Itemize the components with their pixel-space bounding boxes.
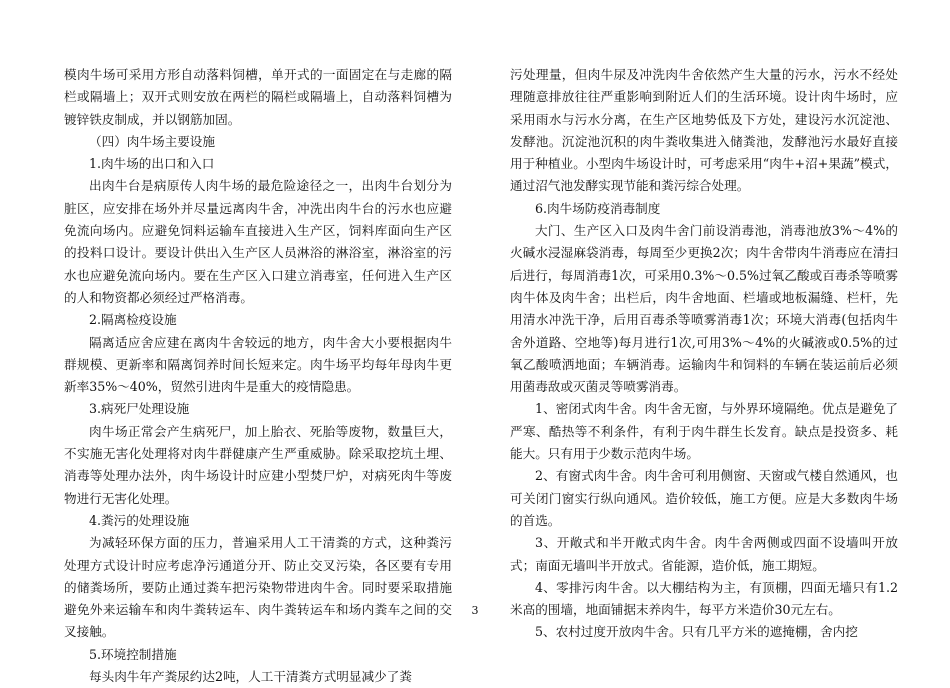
section-heading: 5.环境控制措施 [89, 646, 177, 662]
page-number: 3 [471, 604, 479, 617]
section-heading: 4.粪污的处理设施 [89, 512, 190, 528]
section-heading: 6.肉牛场防疫消毒制度 [535, 200, 661, 216]
paragraph: 1、密闭式肉牛舍。肉牛舍无窗，与外界环境隔绝。优点是避免了严寒、酷热等不利条件，有利于肉牛群生长发育。缺点是投资多、耗能大。只有用于少数示范肉牛场。 [510, 401, 898, 462]
paragraph: 3、开敞式和半开敞式肉牛舍。肉牛舍两侧或四面不设墙叫开放式；南面无墙叫半开放式。省能源，造价低，施工期短。 [510, 535, 898, 573]
paragraph: 每头肉牛年产粪尿约达2吨，人工干清粪方式明显减少了粪 [89, 669, 412, 685]
paragraph: 隔离适应舍应建在离肉牛舍较远的地方，肉牛舍大小要根据肉牛群规模、更新率和隔离饲养时间长短来定。肉牛场平均每年母肉牛更新率35%～40%，贸然引进肉牛是重大的疫情隐患。 [64, 334, 452, 395]
section-heading: 1.肉牛场的出口和入口 [89, 156, 215, 172]
paragraph: 模肉牛场可采用方形自动落料饲槽，单开式的一面固定在与走廊的隔栏或隔墙上；双开式则安放在两栏的隔栏或隔墙上，自动落料饲槽为镀锌铁皮制成，并以钢筋加固。 [64, 67, 452, 127]
paragraph: 4、零排污肉牛舍。以大棚结构为主，有顶棚，四面无墙只有1.2米高的围墙，地面铺据末养肉牛，每平方米造价30元左右。 [510, 579, 898, 618]
section-heading: 2.隔离检疫设施 [89, 312, 177, 328]
section-heading: 3.病死尸处理设施 [89, 401, 190, 417]
right-column [510, 64, 898, 644]
paragraph: 大门、生产区入口及肉牛舍门前设消毒池，消毒池放3%～4%的火碱水浸湿麻袋消毒，每周至少更换2次；肉牛舍带肉牛消毒应在清扫后进行，每周消毒1次，可采用0.3%～0.5%过氧乙酸或百毒杀等喷雾肉牛体及肉牛舍；出栏后，肉牛舍地面、栏墙或地板漏缝、栏杆，先用清水冲洗干净，后用百毒杀等喷雾消毒1次；环境大消毒(包括肉牛舍外道路、空地等)每月进行1次,可用3%～4%的火碱液或0.5%的过氧乙酸喷洒地面；车辆消毒。运输肉牛和饲料的车辆在装运前后必须用菌毒敌或灭菌灵等喷雾消毒。 [510, 223, 898, 395]
paragraph: 5、农村过度开放肉牛舍。只有几平方米的遮掩棚，舍内挖 [535, 624, 858, 640]
paragraph: 2、有窗式肉牛舍。肉牛舍可利用侧窗、天窗或气楼自然通风，也可关闭门窗实行纵向通风。造价较低，施工方便。应是大多数肉牛场的首选。 [510, 468, 898, 528]
paragraph: 肉牛场正常会产生病死尸，加上胎衣、死胎等废物，数量巨大，不实施无害化处理将对肉牛群健康产生严重威胁。除采取挖坑土埋、消毒等处理办法外，肉牛场设计时应建小型焚尸炉，对病死肉牛等废物进行无害化处理。 [64, 423, 452, 506]
paragraph: 出肉牛台是病原传人肉牛场的最危险途径之一，出肉牛台划分为脏区，应安排在场外并尽量远离肉牛舍，冲洗出肉牛台的污水也应避免流向场内。应避免饲料运输车直接进入生产区，饲料库面向生产区的投料口设计。要设计供出入生产区人员淋浴的淋浴室，淋浴室的污水也应避免流向场内。要在生产区入口建立消毒室，任何进入生产区的人和物资都必须经过严格消毒。 [64, 178, 452, 305]
section-heading: （四）肉牛场主要设施 [89, 133, 215, 149]
paragraph: 污处理量，但肉牛尿及冲洗肉牛舍依然产生大量的污水，污水不经处理随意排放往往严重影响到附近人们的生活环境。设计肉牛场时，应采用雨水与污水分离，在生产区地势低及下方处，建设污水沉淀池、发酵池。沉淀池沉积的肉牛粪收集进入储粪池，发酵池污水最好直接用于种植业。小型肉牛场设计时，可考虑采用“肉牛+沼+果蔬”模式，通过沼气池发酵实现节能和粪污综合处理。 [510, 67, 898, 194]
left-column [64, 64, 452, 688]
paragraph: 为减轻环保方面的压力，普遍采用人工干清粪的方式，这种粪污处理方式设计时应考虑净污通道分开、防止交叉污染，各区要有专用的储粪场所，要防止通过粪车把污染物带进肉牛舍。同时要采取措施避免外来运输车和肉牛粪转运车、肉牛粪转运车和场内粪车之间的交叉接触。 [64, 535, 452, 640]
